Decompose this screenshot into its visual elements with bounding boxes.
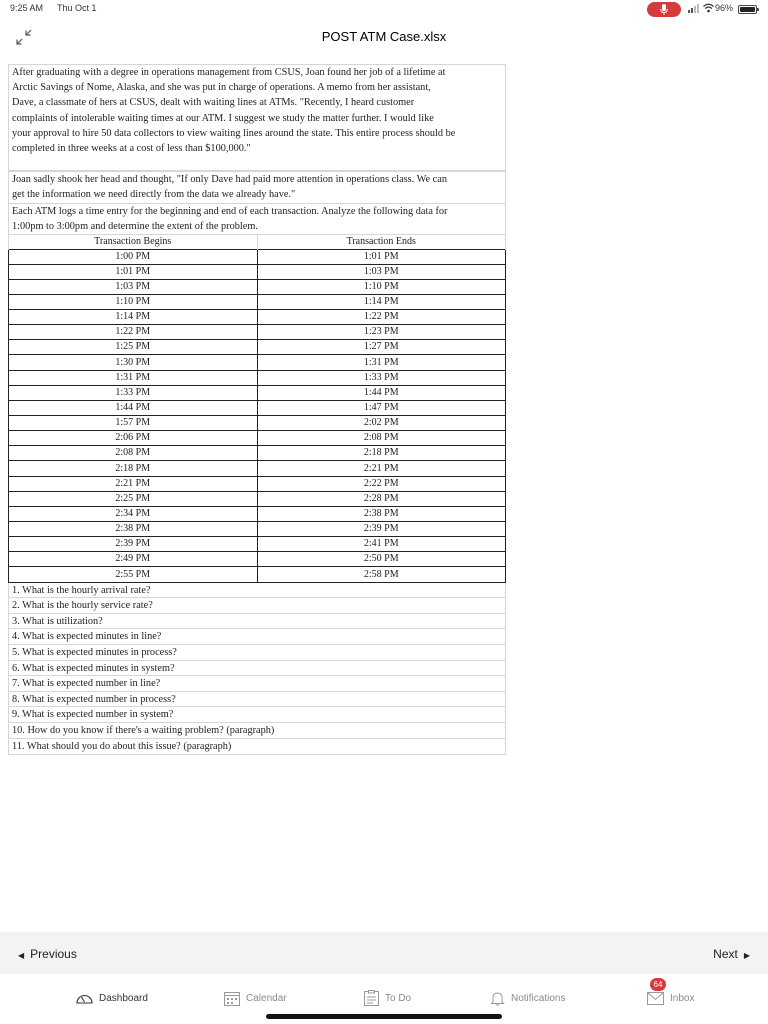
table-row: [9, 355, 506, 370]
question-item: 9. What is expected number in system?: [9, 707, 505, 723]
question-item: 5. What is expected minutes in process?: [9, 645, 505, 661]
tab-label: To Do: [385, 992, 412, 1004]
cell-ends[interactable]: 2:22 PM: [257, 476, 506, 491]
transaction-table: [8, 235, 506, 583]
tab-label: Inbox: [670, 992, 695, 1004]
table-row: [9, 294, 506, 309]
text-line: Joan sadly shook her head and thought, "If only Dave had paid more attention in operations class. We can: [12, 174, 447, 185]
table-row: [9, 400, 506, 415]
wifi-icon: [703, 3, 714, 13]
text-line: Dave, a classmate of hers at CSUS, dealt with waiting lines at ATMs. "Recently, I heard customer: [12, 97, 415, 109]
inbox-icon: [647, 992, 664, 1005]
intro-paragraph: [8, 64, 506, 171]
cell-begins[interactable]: 1:22 PM: [9, 325, 258, 340]
cell-begins[interactable]: 2:55 PM: [9, 567, 258, 582]
home-indicator[interactable]: [266, 1014, 502, 1019]
battery-percent: 96%: [715, 3, 734, 13]
cell-begins[interactable]: 2:49 PM: [9, 552, 258, 567]
cell-begins[interactable]: 1:33 PM: [9, 385, 258, 400]
cell-begins[interactable]: 1:03 PM: [9, 279, 258, 294]
question-item: 6. What is expected minutes in system?: [9, 661, 505, 677]
cell-ends[interactable]: 1:10 PM: [257, 279, 506, 294]
text-line: Each ATM logs a time entry for the beginning and end of each transaction. Analyze the following data for: [12, 206, 448, 217]
column-header-ends: Transaction Ends: [257, 235, 506, 249]
cell-begins[interactable]: 2:34 PM: [9, 506, 258, 521]
cell-begins[interactable]: 1:31 PM: [9, 370, 258, 385]
text-line: your approval to hire 50 data collectors to view waiting lines around the state. This entire process should be: [12, 127, 456, 139]
cell-begins[interactable]: 2:39 PM: [9, 537, 258, 552]
cell-ends[interactable]: 2:41 PM: [257, 537, 506, 552]
previous-label: Previous: [30, 947, 77, 961]
cell-begins[interactable]: 2:21 PM: [9, 476, 258, 491]
cell-ends[interactable]: 1:23 PM: [257, 325, 506, 340]
cell-ends[interactable]: 1:44 PM: [257, 385, 506, 400]
tab-inbox[interactable]: [647, 988, 694, 1008]
table-row: [9, 537, 506, 552]
cell-begins[interactable]: 2:08 PM: [9, 446, 258, 461]
text-line: 1:00pm to 3:00pm and determine the extent of the problem.: [12, 221, 258, 233]
text-line: complaints of intolerable waiting times at our ATM. I suggest we study the matter further. I would like: [12, 112, 434, 124]
cell-begins[interactable]: 1:25 PM: [9, 340, 258, 355]
table-row: [9, 310, 506, 325]
table-row: [9, 567, 506, 582]
cell-ends[interactable]: 2:58 PM: [257, 567, 506, 582]
cell-ends[interactable]: 1:47 PM: [257, 400, 506, 415]
tab-label: Notifications: [511, 992, 566, 1004]
tab-dashboard[interactable]: [76, 988, 148, 1008]
tab-to-do[interactable]: [364, 988, 411, 1008]
table-row: [9, 325, 506, 340]
table-row: [9, 461, 506, 476]
microphone-icon: [660, 4, 668, 15]
next-label: Next: [713, 947, 738, 961]
cell-ends[interactable]: 2:28 PM: [257, 491, 506, 506]
text-line: Arctic Savings of Nome, Alaska, and she was put in charge of operations. A memo from her assistant,: [12, 82, 431, 94]
next-button[interactable]: [713, 947, 750, 961]
cell-ends[interactable]: 1:27 PM: [257, 340, 506, 355]
table-row: [9, 416, 506, 431]
cell-ends[interactable]: 1:03 PM: [257, 264, 506, 279]
cell-begins[interactable]: 2:25 PM: [9, 491, 258, 506]
table-row: [9, 491, 506, 506]
table-row: [9, 446, 506, 461]
text-line: After graduating with a degree in operations management from CSUS, Joan found her job of a lifetime at: [12, 67, 446, 78]
cell-begins[interactable]: 1:44 PM: [9, 400, 258, 415]
tab-notifications[interactable]: [490, 988, 565, 1008]
question-item: 8. What is expected number in process?: [9, 692, 505, 708]
table-row: [9, 476, 506, 491]
status-time: 9:25 AM: [10, 3, 44, 13]
microphone-indicator[interactable]: [647, 2, 681, 17]
cell-begins[interactable]: 2:18 PM: [9, 461, 258, 476]
cell-ends[interactable]: 1:14 PM: [257, 294, 506, 309]
inbox-badge: 64: [650, 978, 666, 991]
cell-begins[interactable]: 1:01 PM: [9, 264, 258, 279]
table-row: [9, 385, 506, 400]
cell-begins[interactable]: 1:10 PM: [9, 294, 258, 309]
previous-button[interactable]: [18, 947, 77, 961]
cell-begins[interactable]: 2:06 PM: [9, 431, 258, 446]
question-item: 11. What should you do about this issue? (paragraph): [12, 740, 232, 752]
cellular-signal-icon: [688, 4, 700, 13]
calendar-icon: [224, 991, 240, 1006]
instructions-paragraph: [8, 204, 506, 235]
cell-ends[interactable]: 2:21 PM: [257, 461, 506, 476]
cell-begins[interactable]: 1:00 PM: [9, 249, 258, 264]
question-item: 10. How do you know if there's a waiting problem? (paragraph): [9, 723, 505, 739]
cell-ends[interactable]: 1:31 PM: [257, 355, 506, 370]
cell-begins[interactable]: 2:38 PM: [9, 522, 258, 537]
page-navigation: [0, 932, 768, 974]
status-bar: [0, 0, 768, 20]
question-item: 2. What is the hourly service rate?: [9, 598, 505, 614]
cell-ends[interactable]: 1:33 PM: [257, 370, 506, 385]
dashboard-icon: [76, 991, 93, 1005]
cell-begins[interactable]: 1:57 PM: [9, 416, 258, 431]
app-header: [0, 20, 768, 56]
question-item: 1. What is the hourly arrival rate?: [9, 583, 505, 599]
cell-ends[interactable]: 1:01 PM: [257, 249, 506, 264]
battery-icon: [738, 5, 757, 14]
chevron-left-icon: ◀: [18, 951, 25, 960]
tab-label: Calendar: [246, 992, 287, 1004]
table-row: [9, 552, 506, 567]
cell-ends[interactable]: 2:02 PM: [257, 416, 506, 431]
status-date: Thu Oct 1: [57, 3, 97, 13]
cell-ends[interactable]: 2:18 PM: [257, 446, 506, 461]
chevron-right-icon: ▶: [743, 951, 750, 960]
question-item: 7. What is expected number in line?: [9, 676, 505, 692]
table-row: [9, 249, 506, 264]
cell-ends[interactable]: 1:22 PM: [257, 310, 506, 325]
joan-paragraph: [8, 171, 506, 204]
text-line: get the information we need directly from the data we already have.": [12, 189, 296, 201]
cell-begins[interactable]: 1:14 PM: [9, 310, 258, 325]
text-line: completed in three weeks at a cost of less than $100,000.": [12, 143, 251, 155]
tab-calendar[interactable]: [224, 988, 287, 1008]
table-row: [9, 279, 506, 294]
bell-icon: [490, 991, 505, 1006]
cell-ends[interactable]: 2:38 PM: [257, 506, 506, 521]
cell-ends[interactable]: 2:50 PM: [257, 552, 506, 567]
cell-begins[interactable]: 1:30 PM: [9, 355, 258, 370]
table-row: [9, 264, 506, 279]
cell-ends[interactable]: 2:08 PM: [257, 431, 506, 446]
transaction-rows: [9, 249, 506, 582]
table-row: [9, 370, 506, 385]
question-list: [8, 583, 506, 756]
question-item: 4. What is expected minutes in line?: [9, 629, 505, 645]
todo-icon: [364, 990, 379, 1006]
column-header-begins: Transaction Begins: [9, 235, 258, 249]
table-row: [9, 506, 506, 521]
question-item: 3. What is utilization?: [9, 614, 505, 630]
table-row: [9, 431, 506, 446]
table-row: [9, 522, 506, 537]
table-row: [9, 340, 506, 355]
spreadsheet-content: [8, 64, 506, 755]
tab-label: Dashboard: [99, 992, 148, 1004]
document-title: POST ATM Case.xlsx: [321, 29, 447, 44]
cell-ends[interactable]: 2:39 PM: [257, 522, 506, 537]
